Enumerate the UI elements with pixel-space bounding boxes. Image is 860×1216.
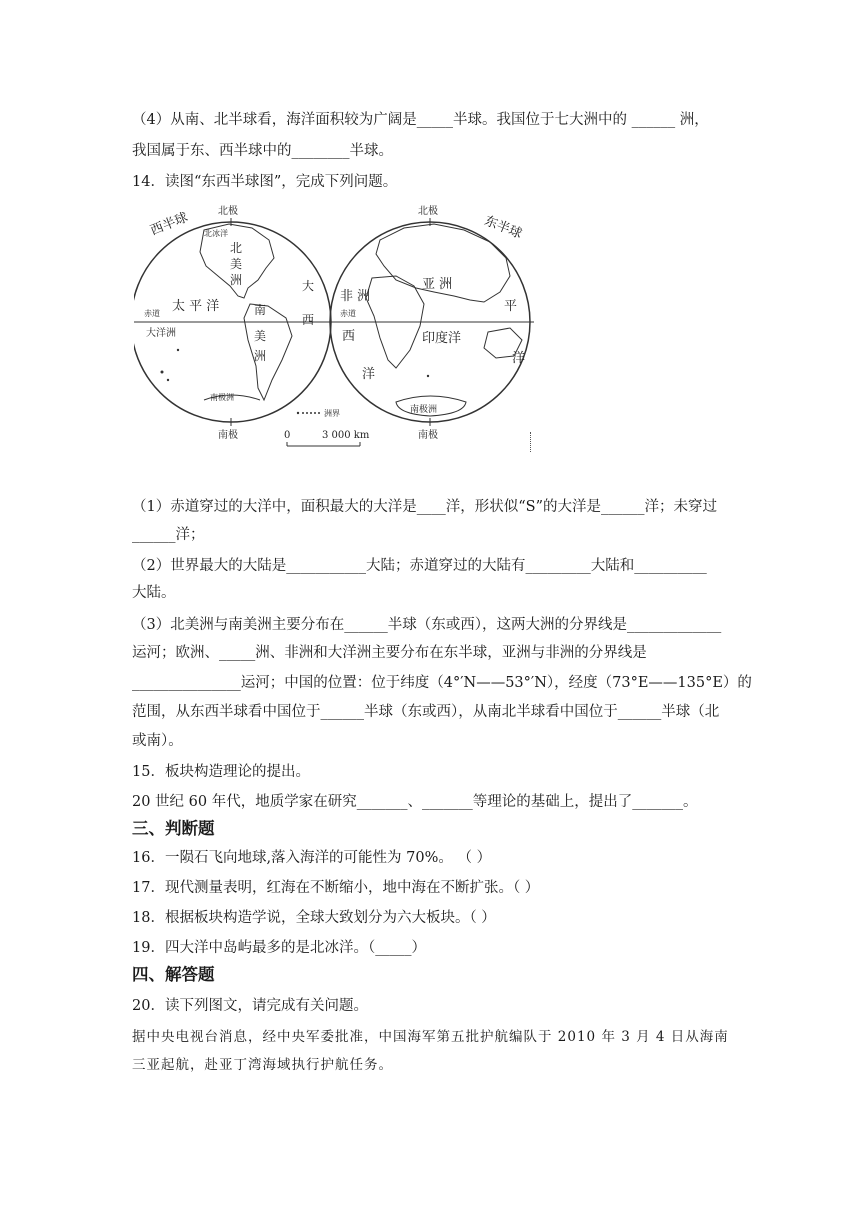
q19-text: 19．四大洋中岛屿最多的是北冰洋。（_____）: [132, 940, 426, 956]
north-america-label-3: 洲: [230, 273, 243, 287]
equator-label-west: 赤道: [144, 309, 160, 318]
news-line1: 据中央电视台消息，经中央军委批准，中国海军第五批护航编队于 2010 年 3 月 4 日从海南: [132, 1029, 729, 1045]
south-pole-label-west: 南极: [218, 430, 238, 441]
pacific-east-label-2: 洋: [512, 351, 526, 366]
atlantic-label-1: 大: [302, 279, 315, 293]
oceania-label: 大洋洲: [146, 328, 176, 339]
south-america-label-3: 洲: [254, 349, 267, 363]
south-america-shape: [244, 304, 292, 400]
antarctica-label-east: 南极洲: [410, 405, 438, 415]
q13-part4-line2: 我国属于东、西半球中的________半球。: [132, 143, 393, 159]
north-pole-label-west: 北极: [218, 206, 238, 217]
q14-p3a: （3）北美洲与南美洲主要分布在______半球（东或西），这两大洲的分界线是_____________: [132, 617, 722, 633]
north-america-label-2: 美: [230, 257, 243, 271]
eastern-hemisphere-title: 东半球: [482, 213, 524, 243]
antarctica-label-west: 南极洲: [210, 393, 234, 402]
hemisphere-map-figure: [134, 200, 544, 452]
q14-p3b: 运河；欧洲、_____洲、非洲和大洋洲主要分布在东半球，亚洲与非洲的分界线是: [132, 645, 647, 661]
news-line2: 三亚起航，赴亚丁湾海域执行护航任务。: [132, 1057, 393, 1073]
equator-label-east: 赤道: [340, 309, 356, 318]
pacific-east-label-1: 平: [504, 299, 518, 314]
q14-stem: 14．读图“东西半球图”，完成下列问题。: [132, 174, 398, 190]
section3-heading: 三、判断题: [132, 819, 215, 838]
south-america-label-1: 南: [254, 303, 267, 317]
q14-p1: （1）赤道穿过的大洋中，面积最大的大洋是____洋，形状似“S”的大洋是______洋；未穿过: [132, 499, 717, 515]
q16-text: 16．一陨石飞向地球,落入海洋的可能性为 70%。 （ ）: [132, 850, 492, 866]
q14-p1b: ______洋；: [132, 527, 205, 543]
boundary-legend-label: 洲界: [324, 409, 340, 418]
q15-stem: 15．板块构造理论的提出。: [132, 764, 310, 780]
atlantic-label-2: 西: [302, 313, 315, 327]
dotted-mark: [530, 432, 535, 452]
asia-label: 亚 洲: [422, 277, 453, 292]
section4-heading: 四、解答题: [132, 965, 215, 984]
africa-label: 非 洲: [340, 289, 371, 304]
indian-ocean-label: 印度洋: [422, 331, 462, 346]
western-hemisphere-title: 西半球: [148, 210, 191, 239]
q13-part4-line1: （4）从南、北半球看，海洋面积较为广阔是_____半球。我国位于七大洲中的 ______ 洲，: [132, 112, 709, 128]
q14-p2b: 大陆。: [132, 585, 176, 601]
q18-text: 18．根据板块构造学说，全球大致划分为六大板块。（ ）: [132, 910, 496, 926]
north-america-label-1: 北: [230, 241, 243, 255]
pacific-label-west: 太 平 洋: [172, 299, 220, 314]
south-pole-label-east: 南极: [418, 430, 438, 441]
q15-body: 20 世纪 60 年代，地质学家在研究_______、_______等理论的基础上，提出了_______。: [132, 794, 698, 810]
q14-p3e: 或南）。: [132, 733, 183, 749]
atlantic-east-label-1: 西: [342, 329, 356, 344]
arctic-ocean-label: 北冰洋: [204, 229, 228, 238]
south-america-label-2: 美: [254, 329, 267, 343]
q14-p3c: _______________运河；中国的位置：位于纬度（4°′N——53°′N），经度（73°E——135°E）的: [132, 675, 752, 691]
scale-zero-label: 0: [284, 430, 291, 441]
atlantic-east-label-2: 洋: [362, 367, 376, 382]
q17-text: 17．现代测量表明，红海在不断缩小，地中海在不断扩张。（ ）: [132, 880, 540, 896]
scale-value-label: 3 000 km: [322, 430, 370, 441]
q14-p2: （2）世界最大的大陆是___________大陆；赤道穿过的大陆有_________大陆和__________: [132, 558, 707, 574]
q20-stem: 20．读下列图文，请完成有关问题。: [132, 998, 368, 1014]
q14-p3d: 范围，从东西半球看中国位于______半球（东或西），从南北半球看中国位于______半球（北: [132, 704, 720, 720]
north-pole-label-east: 北极: [418, 206, 438, 217]
